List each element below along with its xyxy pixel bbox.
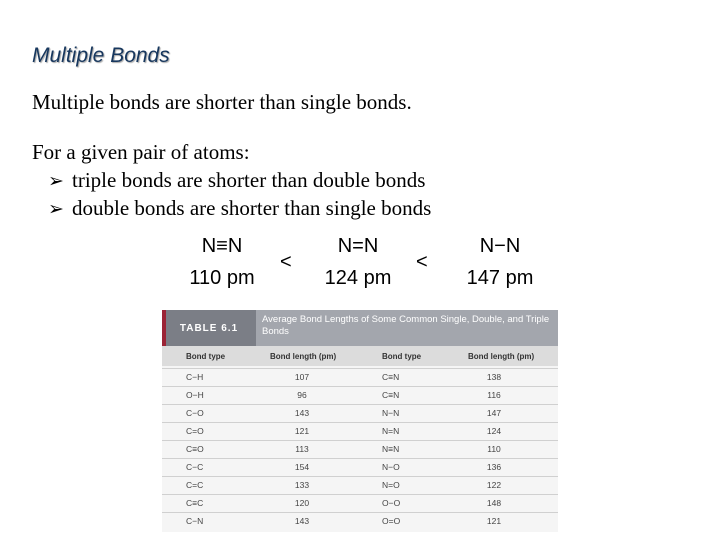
table-header (162, 346, 558, 366)
triple-bond (172, 230, 272, 294)
table-cell: N−N (382, 408, 400, 418)
table-cell: C=C (186, 480, 204, 490)
table-cell: N=O (382, 480, 400, 490)
table-cell: 136 (486, 462, 502, 472)
table-cell: N−O (382, 462, 400, 472)
bullet-item (48, 196, 431, 221)
single-bond (450, 230, 550, 294)
table-row (162, 404, 558, 423)
table-cell: 116 (487, 390, 501, 400)
table-row (162, 512, 558, 531)
table-cell: C≡O (186, 444, 204, 454)
slide-title: Multiple Bonds (32, 44, 170, 67)
table-label: TABLE 6.1 (162, 310, 256, 346)
table-row (162, 422, 558, 441)
table-cell: 124 (486, 426, 502, 436)
intro-text: Multiple bonds are shorter than single bonds. (32, 90, 412, 114)
table-cell: O=O (382, 516, 401, 526)
table-cell: N=N (382, 426, 400, 436)
table-cell: C−C (186, 462, 204, 472)
bond-formula: N=N (337, 235, 379, 257)
bond-length: 147 pm (466, 267, 534, 289)
table-cell: C−H (186, 372, 204, 382)
table-cell: 138 (486, 372, 502, 382)
table-row (162, 440, 558, 459)
bullet-text: triple bonds are shorter than double bonds (72, 168, 426, 192)
table-cell: O−O (382, 498, 401, 508)
table-cell: 122 (486, 480, 502, 490)
table-cell: 113 (295, 444, 309, 454)
header-cell: Bond type (382, 352, 422, 361)
bond-length: 110 pm (189, 267, 255, 289)
bond-formula: N−N (479, 235, 521, 257)
table-cell: 120 (294, 498, 310, 508)
table-cell: N≡N (382, 444, 400, 454)
bullet-text: double bonds are shorter than single bonds (72, 196, 432, 220)
given-text: For a given pair of atoms: (32, 140, 250, 164)
table-cell: 107 (294, 372, 310, 382)
table-row (162, 494, 558, 513)
table-row (162, 476, 558, 495)
double-bond (308, 230, 408, 294)
bond-length-table (162, 310, 558, 532)
table-cell: 96 (297, 390, 307, 400)
bond-formula: N≡N (201, 235, 243, 257)
table-row (162, 458, 558, 477)
table-cell: C≡N (382, 372, 400, 382)
table-row (162, 386, 558, 405)
table-cell: C−N (186, 516, 204, 526)
table-cell: 148 (486, 498, 502, 508)
table-cell: 121 (294, 426, 310, 436)
table-cell: C≡C (186, 498, 204, 508)
header-cell: Bond length (pm) (468, 352, 535, 361)
table-cell: 154 (294, 462, 310, 472)
table-caption: Average Bond Lengths of Some Common Single, Double, and Triple Bonds (256, 310, 558, 346)
table-cell: 143 (294, 516, 310, 526)
table-cell: O−H (186, 390, 204, 400)
table-cell: C≡N (382, 390, 400, 400)
header-cell: Bond length (pm) (270, 352, 337, 361)
less-than-sign: < (280, 251, 292, 273)
table-cell: C=O (186, 426, 204, 436)
table-row (162, 368, 558, 387)
bond-length: 124 pm (324, 267, 392, 289)
table-cell: 143 (294, 408, 310, 418)
table-cell: 121 (486, 516, 502, 526)
table-cell: 147 (486, 408, 502, 418)
bullet-item (48, 168, 425, 193)
table-cell: 133 (294, 480, 310, 490)
table-cell: 110 (487, 444, 501, 454)
table-cell: C−O (186, 408, 204, 418)
arrow-bullet-icon: ➢ (48, 198, 64, 220)
less-than-sign: < (416, 251, 428, 273)
arrow-bullet-icon: ➢ (48, 170, 64, 192)
header-cell: Bond type (186, 352, 226, 361)
